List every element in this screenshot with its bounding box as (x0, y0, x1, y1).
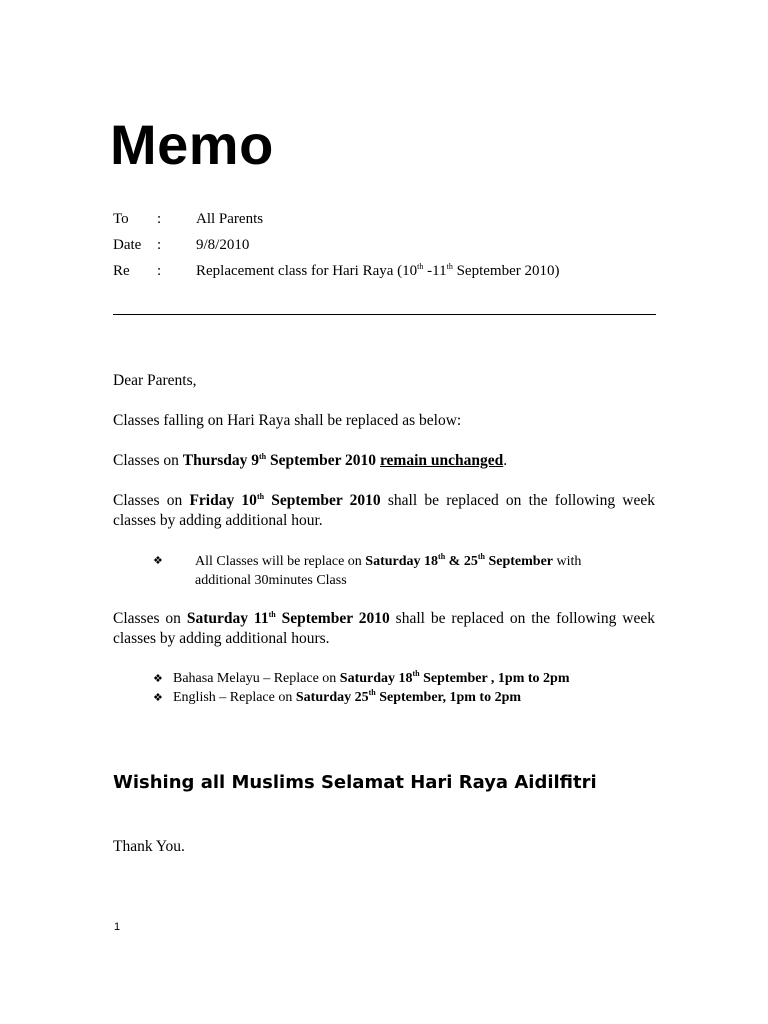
friday-bullet: All Classes will be replace on Saturday 18th & 25th September with additional 30minutes Class (195, 552, 582, 588)
thursday-paragraph: Classes on Thursday 9th September 2010 remain unchanged. (113, 452, 508, 469)
memo-title: Memo (110, 113, 274, 176)
saturday-bullet-bahasa: Bahasa Melayu – Replace on Saturday 18th September , 1pm to 2pm (173, 669, 570, 686)
header-re-colon: : (157, 263, 162, 279)
closing: Thank You. (113, 838, 185, 855)
diamond-bullet-icon: ❖ (153, 555, 163, 567)
header-to-label: To (113, 211, 129, 227)
diamond-bullet-icon: ❖ (153, 673, 163, 685)
header-to-colon: : (157, 211, 162, 227)
page-number: 1 (114, 921, 121, 933)
header-to-value: All Parents (196, 211, 264, 227)
header-date-label: Date (113, 237, 142, 253)
greeting: Dear Parents, (113, 372, 197, 389)
saturday-bullet-english: English – Replace on Saturday 25th September, 1pm to 2pm (173, 688, 522, 705)
wishing-heading: Wishing all Muslims Selamat Hari Raya Aidilfitri (113, 772, 597, 793)
friday-paragraph: Classes on Friday 10th September 2010 shall be replaced on the following week classes by adding additional hour. (113, 492, 655, 529)
diamond-bullet-icon: ❖ (153, 692, 163, 704)
intro-paragraph: Classes falling on Hari Raya shall be replaced as below: (113, 412, 462, 429)
header-date-colon: : (157, 237, 162, 253)
header-divider (113, 314, 656, 315)
header-date-value: 9/8/2010 (196, 237, 250, 253)
header-re-value: Replacement class for Hari Raya (10th -11th September 2010) (196, 262, 560, 279)
saturday-paragraph: Classes on Saturday 11th September 2010 shall be replaced on the following week classes by adding additional hours. (113, 610, 655, 647)
header-re-label: Re (113, 263, 130, 279)
